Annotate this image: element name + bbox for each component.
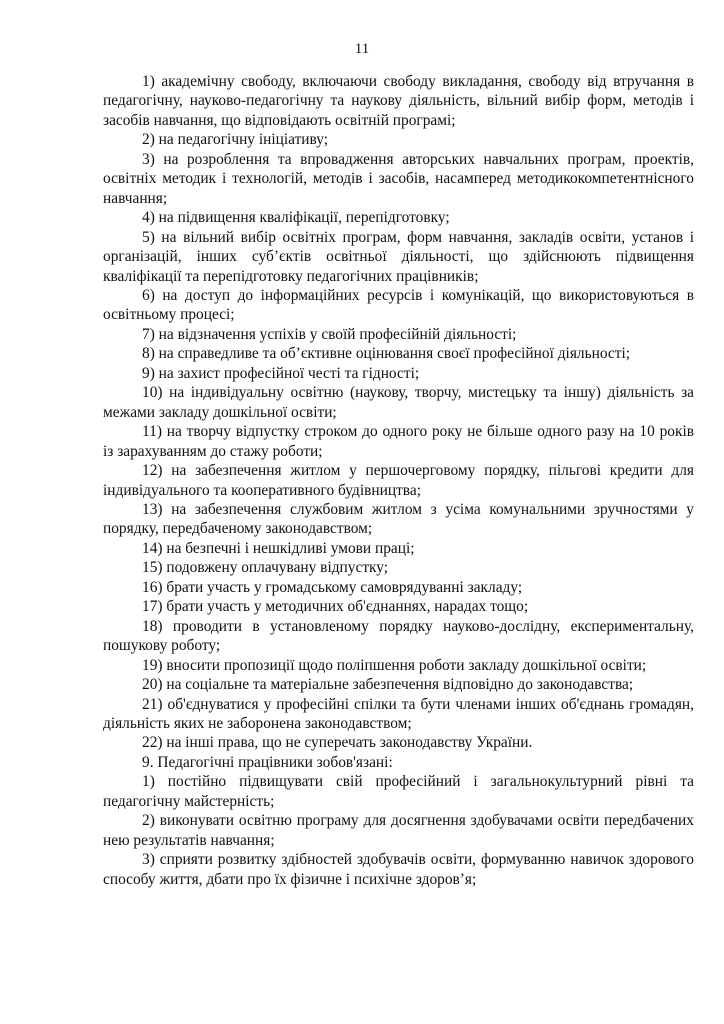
- paragraph: 18) проводити в установленому порядку науково-дослідну, експериментальну, пошукову роботу;: [103, 617, 694, 655]
- paragraph: 6) на доступ до інформаційних ресурсів і комунікацій, що використовуються в освітньому процесі;: [103, 286, 694, 324]
- paragraph: 17) брати участь у методичних об'єднаннях, нарадах тощо;: [142, 598, 529, 616]
- paragraph: 9) на захист професійної честі та гідності;: [142, 364, 420, 382]
- document-body: [103, 72, 694, 889]
- paragraph: 10) на індивідуальну освітню (наукову, творчу, мистецьку та іншу) діяльність за межами закладу дошкільної освіти;: [103, 384, 694, 421]
- paragraph: 4) на підвищення кваліфікації, перепідготовку;: [142, 209, 450, 227]
- paragraph: 14) на безпечні і нешкідливі умови праці;: [142, 539, 415, 557]
- paragraph: 3) на розроблення та впровадження авторських навчальних програм, проектів, освітніх методик і технологій, методів і засобів, насамперед методикокомпетентнісного навчання;: [103, 150, 694, 207]
- paragraph: 1) постійно підвищувати свій професійний і загальнокультурний рівні та педагогічну майстерність;: [103, 773, 694, 810]
- paragraph: 5) на вільний вибір освітніх програм, форм навчання, закладів освіти, установ і організацій, інших суб’єктів освітньої діяльності, що здійснюють підвищення кваліфікації та перепідготовку педагогічних працівників;: [103, 228, 694, 285]
- paragraph: 7) на відзначення успіхів у своїй професійній діяльності;: [142, 325, 517, 343]
- paragraph: 8) на справедливе та об’єктивне оцінювання своєї професійної діяльності;: [142, 345, 631, 363]
- section-heading: 9. Педагогічні працівники зобов'язані:: [142, 753, 393, 771]
- paragraph: 20) на соціальне та матеріальне забезпечення відповідно до законодавства;: [142, 676, 634, 694]
- paragraph: 12) на забезпечення житлом у першочерговому порядку, пільгові кредити для індивідуального та кооперативного будівництва;: [103, 462, 694, 499]
- paragraph: 11) на творчу відпустку строком до одного року не більше одного разу на 10 років із зарахуванням до стажу роботи;: [103, 423, 694, 460]
- paragraph: 16) брати участь у громадському самоврядуванні закладу;: [142, 578, 523, 596]
- paragraph: 21) об'єднуватися у професійні спілки та бути членами інших об'єднань громадян, діяльність яких не заборонена законодавством;: [103, 695, 694, 732]
- paragraph: 1) академічну свободу, включаючи свободу викладання, свободу від втручання в педагогічну, науково-педагогічну та наукову діяльність, вільний вибір форм, методів і засобів навчання, що відповідають освітній програмі;: [103, 73, 694, 129]
- paragraph: 15) подовжену оплачувану відпустку;: [142, 559, 389, 577]
- paragraph: 2) виконувати освітню програму для досягнення здобувачами освіти передбачених нею результатів навчання;: [103, 812, 694, 849]
- paragraph: 3) сприяти розвитку здібностей здобувачів освіти, формуванню навичок здорового способу життя, дбати про їх фізичне і психічне здоров’я;: [103, 851, 694, 888]
- paragraph: 22) на інші права, що не суперечать законодавству України.: [142, 734, 533, 752]
- paragraph: 13) на забезпечення службовим житлом з усіма комунальними зручностями у порядку, передбаченому законодавством;: [103, 500, 694, 538]
- paragraph: 19) вносити пропозиції щодо поліпшення роботи закладу дошкільної освіти;: [142, 656, 647, 674]
- paragraph: 2) на педагогічну ініціативу;: [142, 131, 329, 149]
- page-number: 11: [354, 41, 370, 57]
